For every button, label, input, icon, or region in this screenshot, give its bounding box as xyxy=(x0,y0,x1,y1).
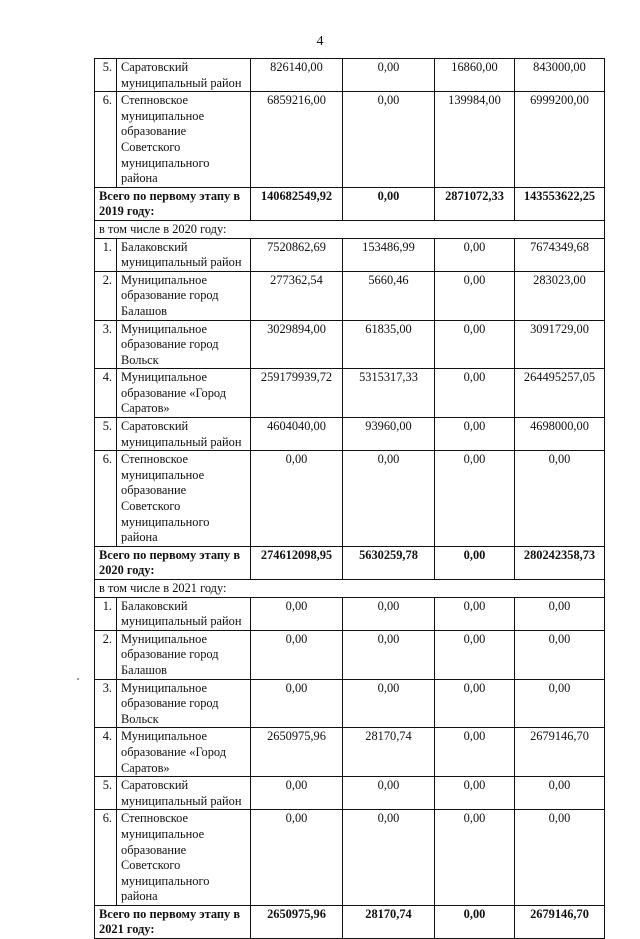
value-col2: 153486,99 xyxy=(343,238,435,271)
subheader-row xyxy=(95,220,605,238)
value-col1: 2650975,96 xyxy=(251,905,343,938)
value-col1: 3029894,00 xyxy=(251,320,343,369)
value-col3: 0,00 xyxy=(435,777,515,810)
value-col1: 0,00 xyxy=(251,630,343,679)
value-col1: 826140,00 xyxy=(251,59,343,92)
table-row xyxy=(95,728,605,777)
total-label: Всего по первому этапу в 2019 году: xyxy=(95,187,251,220)
total-label: Всего по первому этапу в 2021 году: xyxy=(95,905,251,938)
table-row xyxy=(95,320,605,369)
municipality-name: Саратовский муниципальный район xyxy=(117,59,251,92)
value-col3: 0,00 xyxy=(435,597,515,630)
municipality-name: Муниципальное образование город Балашов xyxy=(117,271,251,320)
municipality-name: Муниципальное образование город Вольск xyxy=(117,320,251,369)
value-col2: 5660,46 xyxy=(343,271,435,320)
value-col2: 0,00 xyxy=(343,810,435,906)
value-total: 283023,00 xyxy=(515,271,605,320)
row-index: 6. xyxy=(95,451,117,547)
total-label: Всего по первому этапу в 2020 году: xyxy=(95,546,251,579)
table-row xyxy=(95,630,605,679)
value-col3: 0,00 xyxy=(435,369,515,418)
municipality-name: Степновское муниципальное образование Советского муниципального района xyxy=(117,451,251,547)
value-col2: 0,00 xyxy=(343,59,435,92)
row-index: 2. xyxy=(95,630,117,679)
value-col2: 28170,74 xyxy=(343,905,435,938)
value-total: 0,00 xyxy=(515,451,605,547)
table-row xyxy=(95,451,605,547)
value-col2: 0,00 xyxy=(343,630,435,679)
value-total: 0,00 xyxy=(515,810,605,906)
value-col1: 0,00 xyxy=(251,451,343,547)
value-col3: 0,00 xyxy=(435,546,515,579)
value-total: 3091729,00 xyxy=(515,320,605,369)
value-col3: 2871072,33 xyxy=(435,187,515,220)
row-index: 6. xyxy=(95,92,117,188)
municipality-name: Муниципальное образование «Город Саратов» xyxy=(117,728,251,777)
table-row xyxy=(95,418,605,451)
row-index: 1. xyxy=(95,597,117,630)
row-index: 3. xyxy=(95,679,117,728)
value-col3: 0,00 xyxy=(435,679,515,728)
table-row xyxy=(95,679,605,728)
municipality-name: Муниципальное образование город Балашов xyxy=(117,630,251,679)
table-row xyxy=(95,810,605,906)
value-col3: 0,00 xyxy=(435,271,515,320)
municipality-name: Саратовский муниципальный район xyxy=(117,418,251,451)
value-col3: 0,00 xyxy=(435,451,515,547)
value-total: 7674349,68 xyxy=(515,238,605,271)
value-total: 6999200,00 xyxy=(515,92,605,188)
municipality-name: Степновское муниципальное образование Советского муниципального района xyxy=(117,810,251,906)
value-col1: 259179939,72 xyxy=(251,369,343,418)
value-col1: 7520862,69 xyxy=(251,238,343,271)
value-total: 280242358,73 xyxy=(515,546,605,579)
row-index: 5. xyxy=(95,777,117,810)
row-index: 6. xyxy=(95,810,117,906)
total-row xyxy=(95,905,605,938)
value-col3: 0,00 xyxy=(435,810,515,906)
funding-table-body xyxy=(95,59,605,939)
page-number: 4 xyxy=(316,34,324,49)
value-total: 2679146,70 xyxy=(515,905,605,938)
value-col1: 0,00 xyxy=(251,777,343,810)
value-col2: 61835,00 xyxy=(343,320,435,369)
value-col3: 16860,00 xyxy=(435,59,515,92)
value-total: 143553622,25 xyxy=(515,187,605,220)
municipality-name: Степновское муниципальное образование Советского муниципального района xyxy=(117,92,251,188)
value-total: 0,00 xyxy=(515,630,605,679)
table-row xyxy=(95,92,605,188)
table-row xyxy=(95,271,605,320)
value-col1: 6859216,00 xyxy=(251,92,343,188)
municipality-name: Балаковский муниципальный район xyxy=(117,597,251,630)
value-col2: 0,00 xyxy=(343,777,435,810)
value-total: 264495257,05 xyxy=(515,369,605,418)
value-col2: 0,00 xyxy=(343,679,435,728)
value-col1: 274612098,95 xyxy=(251,546,343,579)
municipality-name: Саратовский муниципальный район xyxy=(117,777,251,810)
municipality-name: Муниципальное образование «Город Саратов» xyxy=(117,369,251,418)
table-row xyxy=(95,597,605,630)
section-subheader: в том числе в 2021 году: xyxy=(95,580,605,598)
value-col2: 5315317,33 xyxy=(343,369,435,418)
row-index: 2. xyxy=(95,271,117,320)
value-total: 0,00 xyxy=(515,597,605,630)
value-col3: 139984,00 xyxy=(435,92,515,188)
value-col1: 4604040,00 xyxy=(251,418,343,451)
total-row xyxy=(95,546,605,579)
subheader-row xyxy=(95,580,605,598)
value-col2: 0,00 xyxy=(343,187,435,220)
value-col2: 5630259,78 xyxy=(343,546,435,579)
value-col3: 0,00 xyxy=(435,320,515,369)
value-col3: 0,00 xyxy=(435,630,515,679)
section-subheader: в том числе в 2020 году: xyxy=(95,220,605,238)
value-col1: 0,00 xyxy=(251,597,343,630)
value-col1: 0,00 xyxy=(251,810,343,906)
value-total: 2679146,70 xyxy=(515,728,605,777)
value-col2: 0,00 xyxy=(343,597,435,630)
value-col1: 140682549,92 xyxy=(251,187,343,220)
value-col2: 93960,00 xyxy=(343,418,435,451)
table-row xyxy=(95,238,605,271)
value-col1: 277362,54 xyxy=(251,271,343,320)
value-col1: 0,00 xyxy=(251,679,343,728)
scan-speck xyxy=(77,678,79,680)
row-index: 4. xyxy=(95,369,117,418)
municipality-name: Балаковский муниципальный район xyxy=(117,238,251,271)
value-col3: 0,00 xyxy=(435,418,515,451)
row-index: 5. xyxy=(95,59,117,92)
value-col2: 0,00 xyxy=(343,92,435,188)
row-index: 3. xyxy=(95,320,117,369)
table-row xyxy=(95,59,605,92)
value-col2: 28170,74 xyxy=(343,728,435,777)
funding-table xyxy=(94,58,605,939)
row-index: 1. xyxy=(95,238,117,271)
municipality-name: Муниципальное образование город Вольск xyxy=(117,679,251,728)
total-row xyxy=(95,187,605,220)
value-col3: 0,00 xyxy=(435,728,515,777)
table-row xyxy=(95,369,605,418)
value-col3: 0,00 xyxy=(435,905,515,938)
value-col3: 0,00 xyxy=(435,238,515,271)
value-col1: 2650975,96 xyxy=(251,728,343,777)
value-total: 0,00 xyxy=(515,777,605,810)
value-total: 843000,00 xyxy=(515,59,605,92)
value-col2: 0,00 xyxy=(343,451,435,547)
value-total: 4698000,00 xyxy=(515,418,605,451)
value-total: 0,00 xyxy=(515,679,605,728)
table-row xyxy=(95,777,605,810)
row-index: 5. xyxy=(95,418,117,451)
row-index: 4. xyxy=(95,728,117,777)
